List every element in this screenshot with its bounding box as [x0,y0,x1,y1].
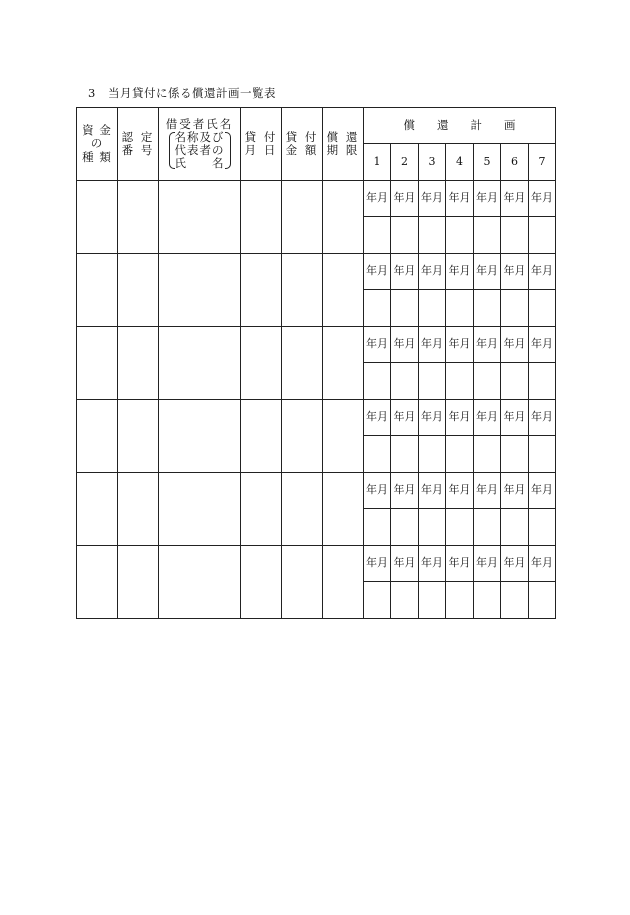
plan-yearmonth-cell[interactable]: 年月 [364,327,391,363]
plan-amount-cell[interactable] [501,217,529,254]
plan-amount-cell[interactable] [529,217,556,254]
plan-yearmonth-cell[interactable]: 年月 [446,327,474,363]
table-row [77,254,556,290]
plan-amount-cell[interactable] [364,290,391,327]
borrower-cell[interactable] [159,473,241,546]
plan-column-7: 7 [529,144,556,181]
plan-amount-cell[interactable] [474,217,501,254]
plan-amount-cell[interactable] [391,217,419,254]
table-row [77,327,556,363]
plan-yearmonth-cell[interactable]: 年月 [501,181,529,217]
plan-yearmonth-cell[interactable]: 年月 [501,546,529,582]
plan-amount-cell[interactable] [419,436,446,473]
plan-yearmonth-cell[interactable]: 年月 [446,181,474,217]
plan-amount-cell[interactable] [391,290,419,327]
repay-deadline-cell[interactable] [323,400,364,473]
plan-yearmonth-cell[interactable]: 年月 [391,327,419,363]
header-row-1 [77,108,556,144]
plan-yearmonth-cell[interactable]: 年月 [501,473,529,509]
table-row [77,546,556,582]
plan-amount-cell[interactable] [501,582,529,619]
plan-amount-cell[interactable] [364,217,391,254]
plan-column-3: 3 [419,144,446,181]
plan-yearmonth-cell[interactable]: 年月 [474,546,501,582]
plan-amount-cell[interactable] [474,582,501,619]
plan-amount-cell[interactable] [446,290,474,327]
loan-amount-cell[interactable] [282,546,323,619]
plan-amount-cell[interactable] [474,436,501,473]
plan-amount-cell[interactable] [529,290,556,327]
plan-amount-cell[interactable] [364,509,391,546]
plan-amount-cell[interactable] [364,363,391,400]
borrower-line-1: 借受者氏名 [165,116,234,131]
fund-type-cell[interactable] [77,546,118,619]
plan-yearmonth-cell[interactable]: 年月 [419,181,446,217]
plan-amount-cell[interactable] [474,363,501,400]
cert-number-cell[interactable] [118,473,159,546]
loan-date-cell[interactable] [241,327,282,400]
loan-amount-cell[interactable] [282,473,323,546]
plan-amount-cell[interactable] [529,436,556,473]
title-text: 当月貸付に係る償還計画一覧表 [108,86,276,100]
plan-column-2: 2 [391,144,419,181]
loan-date-cell[interactable] [241,473,282,546]
plan-yearmonth-cell[interactable]: 年月 [474,400,501,436]
table-row [77,473,556,509]
fund-type-cell[interactable] [77,181,118,254]
cert-number-cell[interactable] [118,546,159,619]
repay-deadline-cell[interactable] [323,473,364,546]
plan-amount-cell[interactable] [446,509,474,546]
repay-deadline-cell[interactable] [323,254,364,327]
plan-yearmonth-cell[interactable]: 年月 [529,254,556,290]
section-number: 3 [88,86,96,100]
plan-yearmonth-cell[interactable]: 年月 [391,546,419,582]
plan-yearmonth-cell[interactable]: 年月 [364,181,391,217]
plan-yearmonth-cell[interactable]: 年月 [446,473,474,509]
plan-amount-cell[interactable] [419,509,446,546]
borrower-cell[interactable] [159,254,241,327]
repay-deadline-cell[interactable] [323,546,364,619]
plan-amount-cell[interactable] [446,436,474,473]
plan-amount-cell[interactable] [364,436,391,473]
plan-yearmonth-cell[interactable]: 年月 [501,400,529,436]
plan-yearmonth-cell[interactable]: 年月 [446,400,474,436]
plan-yearmonth-cell[interactable]: 年月 [501,254,529,290]
cert-number-cell[interactable] [118,254,159,327]
plan-yearmonth-cell[interactable]: 年月 [474,473,501,509]
header-fund-type: 資 金 の 種 類 [77,108,118,181]
plan-yearmonth-cell[interactable]: 年月 [364,400,391,436]
fund-type-cell[interactable] [77,327,118,400]
cert-number-cell[interactable] [118,327,159,400]
borrower-cell[interactable] [159,400,241,473]
plan-yearmonth-cell[interactable]: 年月 [474,254,501,290]
plan-amount-cell[interactable] [419,290,446,327]
table-row [77,400,556,436]
header-cert-number: 認 定 番 号 [118,108,159,181]
plan-column-6: 6 [501,144,529,181]
plan-yearmonth-cell[interactable]: 年月 [529,181,556,217]
borrower-cell[interactable] [159,546,241,619]
plan-yearmonth-cell[interactable]: 年月 [419,254,446,290]
plan-yearmonth-cell[interactable]: 年月 [391,254,419,290]
plan-yearmonth-cell[interactable]: 年月 [446,546,474,582]
plan-yearmonth-cell[interactable]: 年月 [391,400,419,436]
plan-yearmonth-cell[interactable]: 年月 [419,400,446,436]
plan-yearmonth-cell[interactable]: 年月 [364,254,391,290]
plan-amount-cell[interactable] [446,217,474,254]
plan-amount-cell[interactable] [419,217,446,254]
plan-amount-cell[interactable] [446,363,474,400]
header-repay-deadline: 償 還 期 限 [323,108,364,181]
loan-date-cell[interactable] [241,254,282,327]
borrower-line-4: 氏 名 [174,156,225,171]
plan-yearmonth-cell[interactable]: 年月 [364,546,391,582]
plan-column-5: 5 [474,144,501,181]
loan-date-cell[interactable] [241,400,282,473]
plan-amount-cell[interactable] [419,582,446,619]
plan-amount-cell[interactable] [501,363,529,400]
plan-yearmonth-cell[interactable]: 年月 [419,473,446,509]
plan-yearmonth-cell[interactable]: 年月 [529,400,556,436]
plan-amount-cell[interactable] [501,509,529,546]
loan-date-cell[interactable] [241,181,282,254]
plan-amount-cell[interactable] [474,290,501,327]
plan-yearmonth-cell[interactable]: 年月 [474,181,501,217]
loan-amount-cell[interactable] [282,327,323,400]
plan-yearmonth-cell[interactable]: 年月 [474,327,501,363]
fund-type-cell[interactable] [77,400,118,473]
borrower-cell[interactable] [159,327,241,400]
table-header [77,108,556,181]
plan-amount-cell[interactable] [391,363,419,400]
plan-yearmonth-cell[interactable]: 年月 [364,473,391,509]
plan-amount-cell[interactable] [391,436,419,473]
loan-date-cell[interactable] [241,546,282,619]
loan-amount-cell[interactable] [282,400,323,473]
plan-amount-cell[interactable] [391,509,419,546]
repay-deadline-cell[interactable] [323,181,364,254]
plan-column-4: 4 [446,144,474,181]
plan-yearmonth-cell[interactable]: 年月 [419,546,446,582]
plan-amount-cell[interactable] [391,582,419,619]
plan-yearmonth-cell[interactable]: 年月 [419,327,446,363]
cert-number-cell[interactable] [118,400,159,473]
header-borrower [159,108,241,181]
borrower-bracket [169,131,231,170]
fund-type-cell[interactable] [77,473,118,546]
header-plan-title: 償還計画 [364,108,556,144]
plan-amount-cell[interactable] [446,582,474,619]
header-loan-date: 貸 付 月 日 [241,108,282,181]
plan-amount-cell[interactable] [364,582,391,619]
plan-yearmonth-cell[interactable]: 年月 [529,546,556,582]
plan-yearmonth-cell[interactable]: 年月 [529,327,556,363]
header-loan-amount: 貸 付 金 額 [282,108,323,181]
repayment-plan-table [76,107,556,619]
page-title [88,85,276,101]
plan-amount-cell[interactable] [419,363,446,400]
plan-amount-cell[interactable] [474,509,501,546]
table-body [77,181,556,619]
plan-yearmonth-cell[interactable]: 年月 [391,181,419,217]
plan-amount-cell[interactable] [501,290,529,327]
table-row [77,181,556,217]
plan-amount-cell[interactable] [501,436,529,473]
plan-amount-cell[interactable] [529,509,556,546]
plan-amount-cell[interactable] [529,363,556,400]
plan-yearmonth-cell[interactable]: 年月 [529,473,556,509]
cert-number-cell[interactable] [118,181,159,254]
plan-yearmonth-cell[interactable]: 年月 [446,254,474,290]
borrower-cell[interactable] [159,181,241,254]
plan-amount-cell[interactable] [529,582,556,619]
fund-type-cell[interactable] [77,254,118,327]
plan-column-1: 1 [364,144,391,181]
loan-amount-cell[interactable] [282,254,323,327]
plan-yearmonth-cell[interactable]: 年月 [391,473,419,509]
repay-deadline-cell[interactable] [323,327,364,400]
loan-amount-cell[interactable] [282,181,323,254]
borrower-line-2: 名称及び [174,130,225,145]
plan-yearmonth-cell[interactable]: 年月 [501,327,529,363]
borrower-line-3: 代表者の [174,143,225,158]
